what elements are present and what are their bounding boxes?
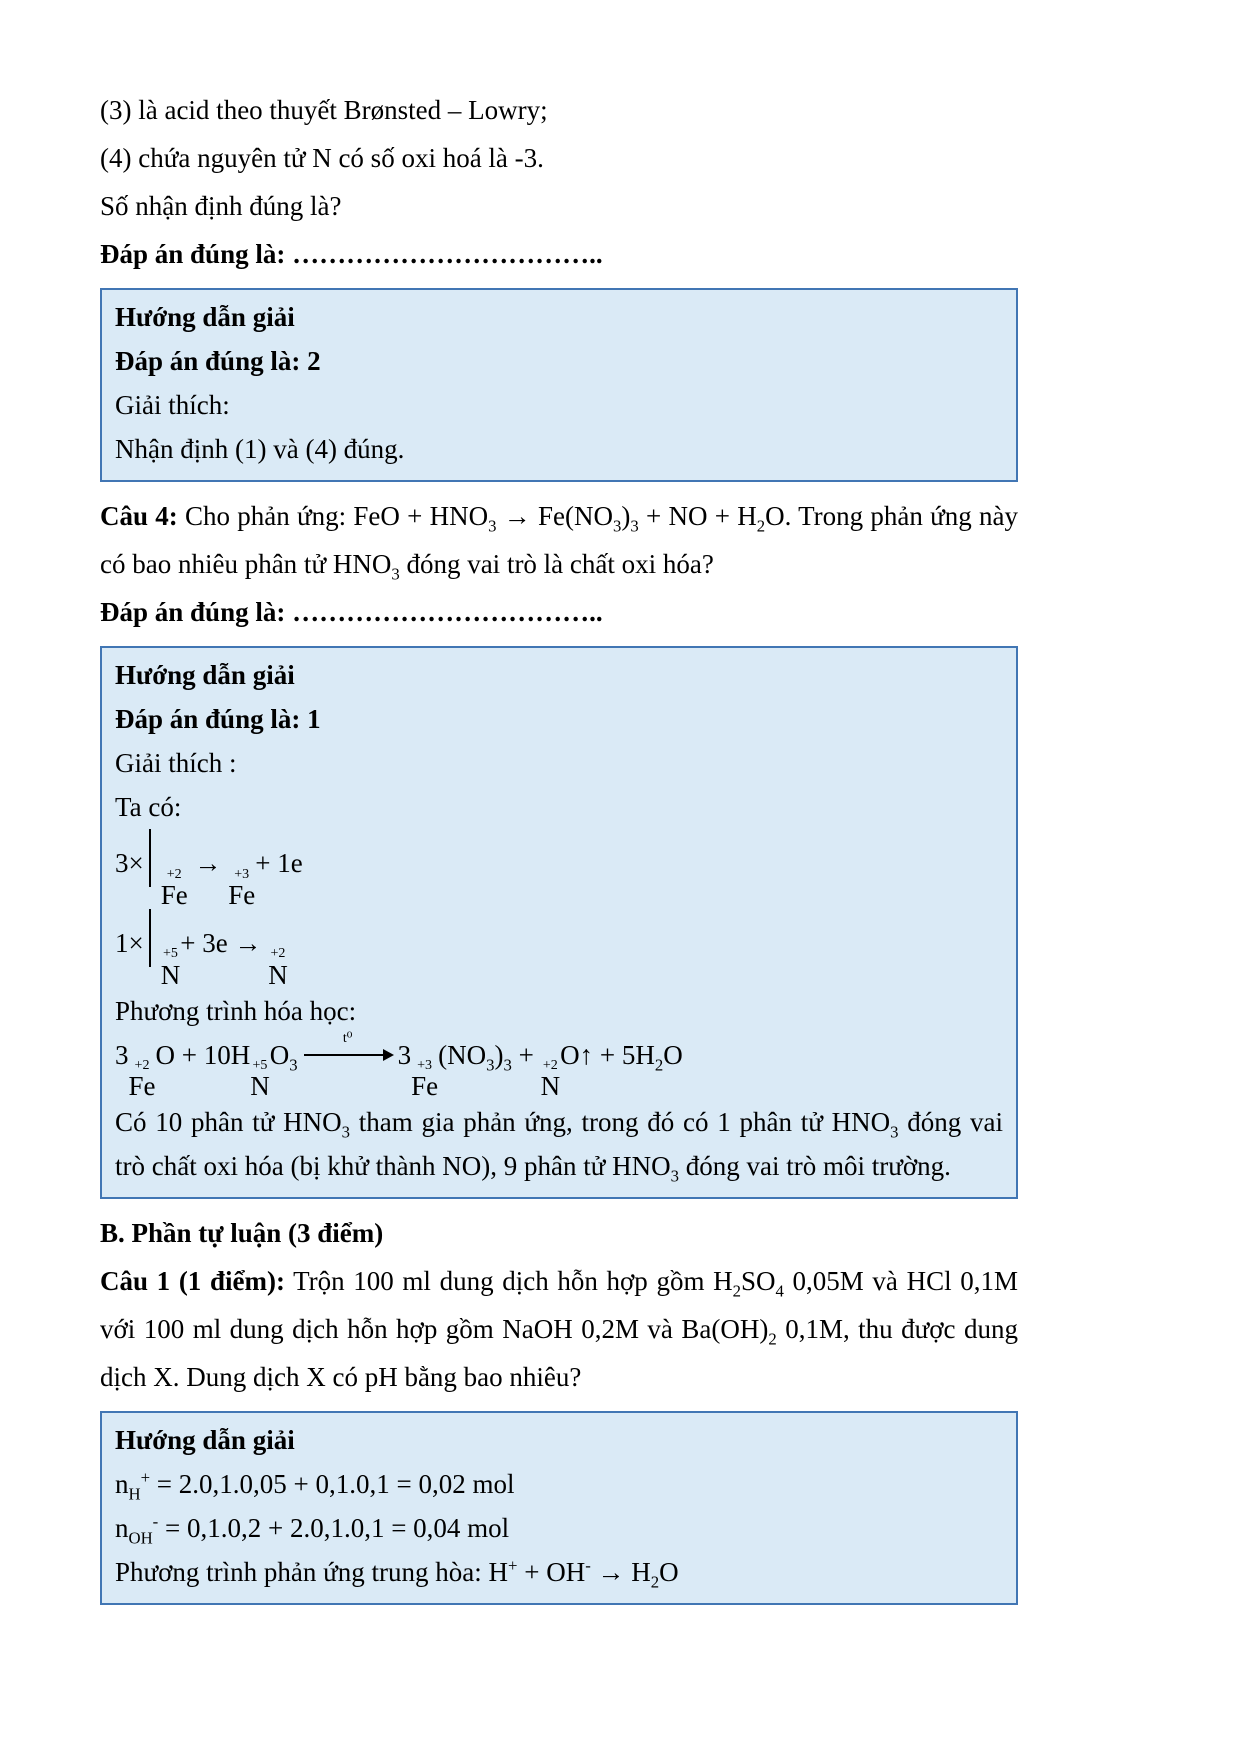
answer-blank-line-2: Đáp án đúng là: …………………………….. <box>100 597 603 627</box>
we-have-label: Ta có: <box>115 792 182 822</box>
solution-box-q4 <box>100 646 1018 1199</box>
statement-4: (4) chứa nguyên tử N có số oxi hoá là -3. <box>100 143 544 173</box>
solution-box-title: Hướng dẫn giải <box>115 660 295 690</box>
half-reaction-oxidation: 3× +2 Fe → +3 Fe + 1e <box>115 829 1003 909</box>
correct-answer-line: Đáp án đúng là: 2 <box>115 346 321 376</box>
solution-box-title: Hướng dẫn giải <box>115 1425 295 1456</box>
reaction-arrow: t⁰ <box>304 1042 392 1064</box>
oxidation-state: +2 Fe <box>160 865 188 910</box>
worksheet-page <box>100 86 1018 1615</box>
oxidation-state: +2 N <box>540 1057 561 1102</box>
balanced-chemical-equation: 3 +2 Fe O + 10H +5 N $O_3$ t⁰ 3 +3 Fe $(NO_3)_3$ + +2 N O↑ + $5H_2O$ <box>115 1029 683 1102</box>
solution-box-title: Hướng dẫn giải <box>115 302 295 332</box>
solution-box-q3 <box>100 288 1018 482</box>
oxidation-state: +5 N <box>250 1057 270 1102</box>
oxidation-state: +3 Fe <box>228 865 256 910</box>
moles-oh-minus-line: $n_{OH}^- = 0,1.0,2 + 2.0,1.0,1 = 0,04$ mol <box>115 1512 510 1548</box>
question-4-text: Câu 4: Cho phản ứng: FeO + $HNO_3 \to Fe(NO_3)_3$ + NO + $H_2O$. Trong phản ứng này có bao nhiêu phân tử $HNO_3$ đóng vai trò là chất oxi hóa? <box>100 501 1018 584</box>
statement-3: (3) là acid theo thuyết Brønsted – Lowry; <box>100 95 548 125</box>
explanation-label: Giải thích : <box>115 748 237 778</box>
section-b-heading: B. Phần tự luận (3 điểm) <box>100 1218 384 1249</box>
correct-answer-line: Đáp án đúng là: 1 <box>115 704 321 734</box>
oxidation-state: +2 Fe <box>128 1057 156 1102</box>
explanation-text: Nhận định (1) và (4) đúng. <box>115 434 405 464</box>
question-count-prompt: Số nhận định đúng là? <box>100 191 342 221</box>
scheme-divider-bar <box>149 829 151 887</box>
oxidation-state: +2 N <box>268 945 288 990</box>
oxidation-state: +5 N <box>160 945 181 990</box>
explanation-label: Giải thích: <box>115 390 230 420</box>
neutralization-equation-line: Phương trình phản ứng trung hòa: $H^+ + OH^- \to H_2O$ <box>115 1556 679 1592</box>
answer-blank-line-1: Đáp án đúng là: …………………………….. <box>100 239 603 269</box>
equation-label: Phương trình hóa học: <box>115 995 357 1026</box>
conclusion-text: Có 10 phân tử $HNO_3$ tham gia phản ứng, trong đó có 1 phân tử $HNO_3$ đóng vai trò chất oxi hóa (bị khử thành NO), 9 phân tử $HNO_3$ đóng vai trò môi trường. <box>115 1107 1003 1186</box>
oxidation-state: +3 Fe <box>411 1057 439 1102</box>
question-1-text: Câu 1 (1 điểm): Trộn 100 ml dung dịch hỗn hợp gồm $H_2SO_4$ 0,05M và HCl 0,1M với 100 ml dung dịch hỗn hợp gồm NaOH 0,2M và $Ba(OH)_2$ 0,1M, thu được dung dịch X. Dung dịch X có pH bằng bao nhiêu? <box>100 1266 1018 1393</box>
half-reaction-reduction: 1× +5 N + 3e → +2 N <box>115 909 1003 989</box>
scheme-divider-bar <box>149 909 151 967</box>
solution-box-q1 <box>100 1411 1018 1605</box>
moles-h-plus-line: $n_H^+ = 2.0,1.0,05 + 0,1.0,1 = 0,02$ mol <box>115 1468 515 1504</box>
